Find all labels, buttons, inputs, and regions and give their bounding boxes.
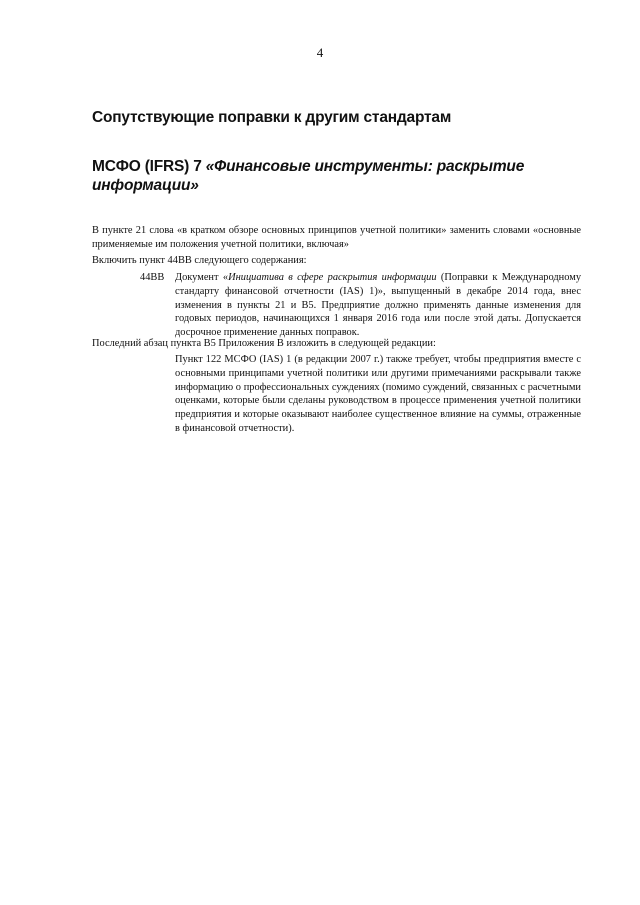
paragraph-amend-21: В пункте 21 слова «в кратком обзоре основных принципов учетной политики» заменить словами «основные применяемые им положения учетной политики, включая»	[92, 225, 581, 250]
page-number: 4	[316, 45, 324, 60]
item-text-44bb	[175, 271, 581, 340]
section-heading: Сопутствующие поправки к другим стандартам	[92, 109, 452, 126]
item-text-after: (Поправки к Международному стандарту финансовой отчетности (IAS) 1)», выпущенный в декабре 2014 года, внес изменения в пункты 21 и В5. Предприятие должно применять данные изменения для годовых периодов, начинающихся 1 января 2016 года или после этой даты. Допускается досрочное применение данных поправок.	[175, 272, 582, 339]
item-text-italic: Инициатива в сфере раскрытия информации	[228, 272, 437, 283]
paragraph-include-44bb: Включить пункт 44ВВ следующего содержания:	[92, 255, 307, 266]
standard-title-prefix: МСФО (IFRS) 7	[92, 158, 206, 175]
standard-title	[92, 157, 552, 195]
paragraph-amend-b5: Последний абзац пункта В5 Приложения В изложить в следующей редакции:	[92, 338, 436, 349]
standard-title-italic: «Финансовые инструменты: раскрытие информации»	[92, 158, 525, 194]
paragraph-b5-text: Пункт 122 МСФО (IAS) 1 (в редакции 2007 г.) также требует, чтобы предприятия вместе с основными принципами учетной политики или другими примечаниями раскрывали также информацию о профессиональных суждениях (помимо суждений, связанных с расчетными оценками, которые были сделаны руководством в процессе применения учетной политики предприятия и которые оказывают наиболее существенное влияние на суммы, отраженные в финансовой отчетности).	[175, 354, 581, 434]
item-number-44bb: 44ВВ	[140, 272, 165, 283]
item-text-before: Документ «	[175, 272, 229, 283]
